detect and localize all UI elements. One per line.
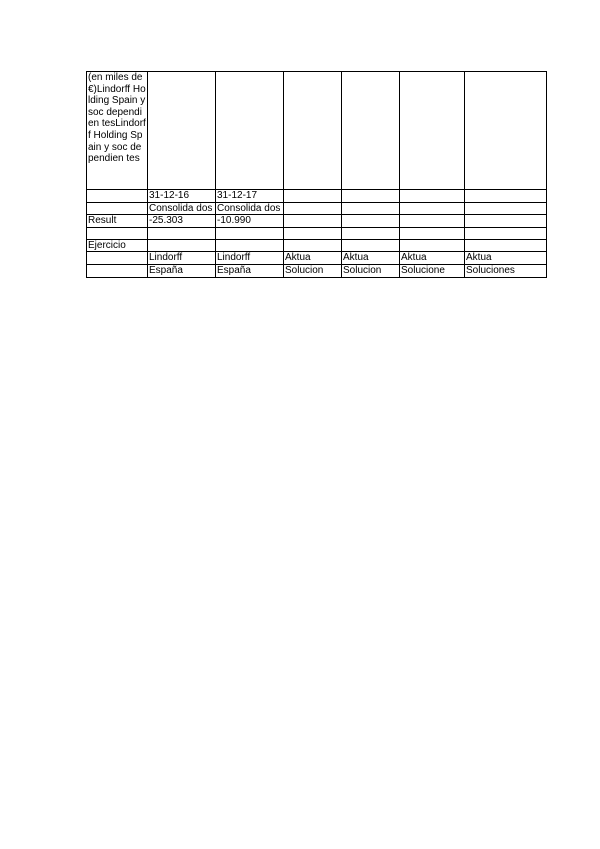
table-row: [87, 215, 547, 228]
table-cell: [87, 264, 148, 277]
table-cell: [284, 202, 342, 215]
table-cell: [342, 227, 400, 239]
table-cell: [342, 190, 400, 203]
table-cell: [400, 72, 465, 190]
table-cell: 31-12-16: [148, 190, 216, 203]
table-cell: [216, 239, 284, 252]
table-cell: [400, 239, 465, 252]
table-cell: Lindorff: [216, 252, 284, 265]
table-cell: Solucione: [400, 264, 465, 277]
table-cell: Aktua: [342, 252, 400, 265]
table-row-header: [87, 72, 547, 190]
table-cell: Aktua: [465, 252, 547, 265]
table-row: [87, 264, 547, 277]
table-cell: [400, 215, 465, 228]
table-cell: Lindorff: [148, 252, 216, 265]
table-cell: [400, 190, 465, 203]
table-row: [87, 239, 547, 252]
table-cell: [87, 190, 148, 203]
table-cell: [87, 202, 148, 215]
table-cell: [216, 227, 284, 239]
table-cell: [400, 227, 465, 239]
table-cell: España: [216, 264, 284, 277]
table-cell: [465, 227, 547, 239]
table-cell: [342, 72, 400, 190]
table-cell: [284, 227, 342, 239]
table-cell: [465, 190, 547, 203]
table-cell: [342, 215, 400, 228]
table-cell: [400, 202, 465, 215]
table-cell: [465, 215, 547, 228]
table-body: [87, 72, 547, 278]
table-cell: Consolida dos: [216, 202, 284, 215]
table-row: [87, 252, 547, 265]
table-cell: [216, 72, 284, 190]
table-cell: [465, 72, 547, 190]
table-cell: Solucion: [342, 264, 400, 277]
table-cell: [342, 202, 400, 215]
table-cell: Result: [87, 215, 148, 228]
table-row: [87, 190, 547, 203]
table-cell: Aktua: [400, 252, 465, 265]
table-cell: [284, 239, 342, 252]
table-cell: Consolida dos: [148, 202, 216, 215]
table-cell: [148, 227, 216, 239]
table-cell: [284, 215, 342, 228]
table-cell: España: [148, 264, 216, 277]
table-cell: -10.990: [216, 215, 284, 228]
table-cell: Ejercicio: [87, 239, 148, 252]
table-cell: Aktua: [284, 252, 342, 265]
table-cell: [284, 72, 342, 190]
table-cell: [87, 227, 148, 239]
table-cell: [465, 239, 547, 252]
table-row: [87, 227, 547, 239]
table-cell: [87, 252, 148, 265]
spreadsheet-table: [86, 71, 547, 278]
table-cell: Solucion: [284, 264, 342, 277]
table-cell: [465, 202, 547, 215]
table-cell: [342, 239, 400, 252]
table-cell: [148, 72, 216, 190]
table-cell: [148, 239, 216, 252]
table-cell: Soluciones: [465, 264, 547, 277]
header-cell: (en miles de €)Lindorff Holding Spain y soc dependien tesLindorff Holding Spain y soc dependien tes: [87, 72, 148, 190]
table-row: [87, 202, 547, 215]
table-cell: 31-12-17: [216, 190, 284, 203]
table-cell: -25.303: [148, 215, 216, 228]
table-cell: [284, 190, 342, 203]
